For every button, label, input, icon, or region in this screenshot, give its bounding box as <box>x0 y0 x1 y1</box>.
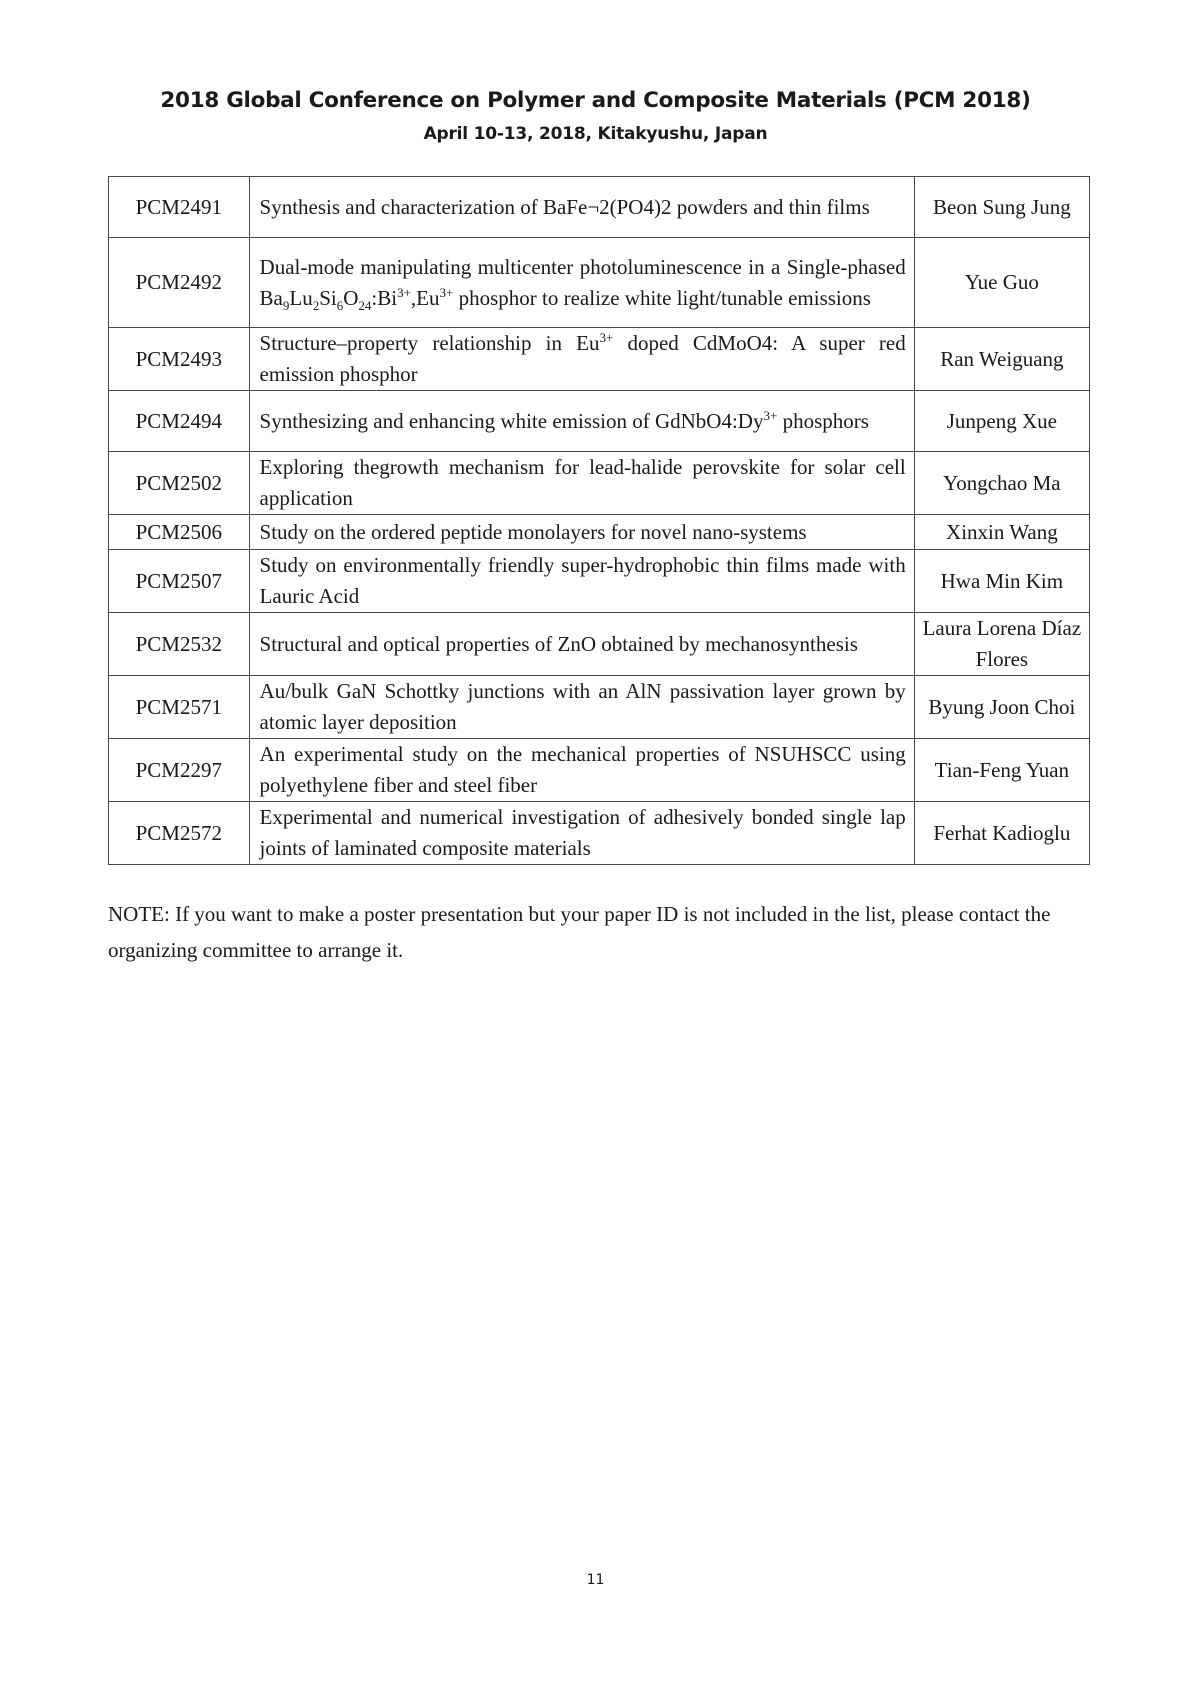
paper-author: Ran Weiguang <box>914 328 1089 391</box>
table-row <box>109 391 1090 452</box>
paper-id: PCM2493 <box>109 328 250 391</box>
table-row <box>109 739 1090 802</box>
paper-id: PCM2506 <box>109 515 250 550</box>
paper-author: Yongchao Ma <box>914 452 1089 515</box>
conference-title: 2018 Global Conference on Polymer and Composite Materials (PCM 2018) <box>160 88 1031 113</box>
paper-title: Synthesizing and enhancing white emission of $GdNbO4:Dy^{3+}$ phosphors <box>249 391 914 452</box>
page-number: 11 <box>586 1572 605 1588</box>
poster-paper-table <box>108 176 1090 865</box>
paper-title: An experimental study on the mechanical properties of NSUHSCC using polyethylene fiber and steel fiber <box>249 739 914 802</box>
paper-author: Yue Guo <box>914 238 1089 328</box>
paper-id: PCM2571 <box>109 676 250 739</box>
paper-title: Structure–property relationship in $Eu^{3+}$ doped CdMoO4: A super red emission phosphor <box>249 328 914 391</box>
table-row <box>109 550 1090 613</box>
paper-id: PCM2492 <box>109 238 250 328</box>
table-row <box>109 515 1090 550</box>
table-row <box>109 238 1090 328</box>
paper-title: Study on environmentally friendly super-hydrophobic thin films made with Lauric Acid <box>249 550 914 613</box>
table-row <box>109 613 1090 676</box>
paper-id: PCM2297 <box>109 739 250 802</box>
conference-dates-location: April 10-13, 2018, Kitakyushu, Japan <box>423 124 768 144</box>
paper-id: PCM2532 <box>109 613 250 676</box>
paper-id: PCM2491 <box>109 177 250 238</box>
poster-note: NOTE: If you want to make a poster presentation but your paper ID is not included in the list, please contact the organizing committee to arrange it. <box>108 902 1051 962</box>
table-row <box>109 177 1090 238</box>
paper-title: Dual-mode manipulating multicenter photoluminescence in a Single-phased $Ba_9Lu_2Si_6O_{24}:Bi^{3+},Eu^{3+}$ phosphor to realize white light/tunable emissions <box>249 238 914 328</box>
paper-title: Exploring thegrowth mechanism for lead-halide perovskite for solar cell application <box>249 452 914 515</box>
paper-title: Study on the ordered peptide monolayers for novel nano-systems <box>249 515 914 550</box>
paper-id: PCM2494 <box>109 391 250 452</box>
paper-author: Tian-Feng Yuan <box>914 739 1089 802</box>
table-row <box>109 802 1090 865</box>
paper-title: Au/bulk GaN Schottky junctions with an AlN passivation layer grown by atomic layer deposition <box>249 676 914 739</box>
table-row <box>109 452 1090 515</box>
paper-title: Structural and optical properties of ZnO obtained by mechanosynthesis <box>249 613 914 676</box>
paper-author: Laura Lorena Díaz Flores <box>914 613 1089 676</box>
table-row <box>109 676 1090 739</box>
paper-author: Xinxin Wang <box>914 515 1089 550</box>
paper-author: Byung Joon Choi <box>914 676 1089 739</box>
paper-id: PCM2572 <box>109 802 250 865</box>
paper-author: Hwa Min Kim <box>914 550 1089 613</box>
paper-author: Junpeng Xue <box>914 391 1089 452</box>
table-row <box>109 328 1090 391</box>
paper-author: Beon Sung Jung <box>914 177 1089 238</box>
paper-id: PCM2507 <box>109 550 250 613</box>
paper-id: PCM2502 <box>109 452 250 515</box>
paper-author: Ferhat Kadioglu <box>914 802 1089 865</box>
paper-title: Experimental and numerical investigation of adhesively bonded single lap joints of laminated composite materials <box>249 802 914 865</box>
paper-title: Synthesis and characterization of BaFe¬2(PO4)2 powders and thin films <box>249 177 914 238</box>
